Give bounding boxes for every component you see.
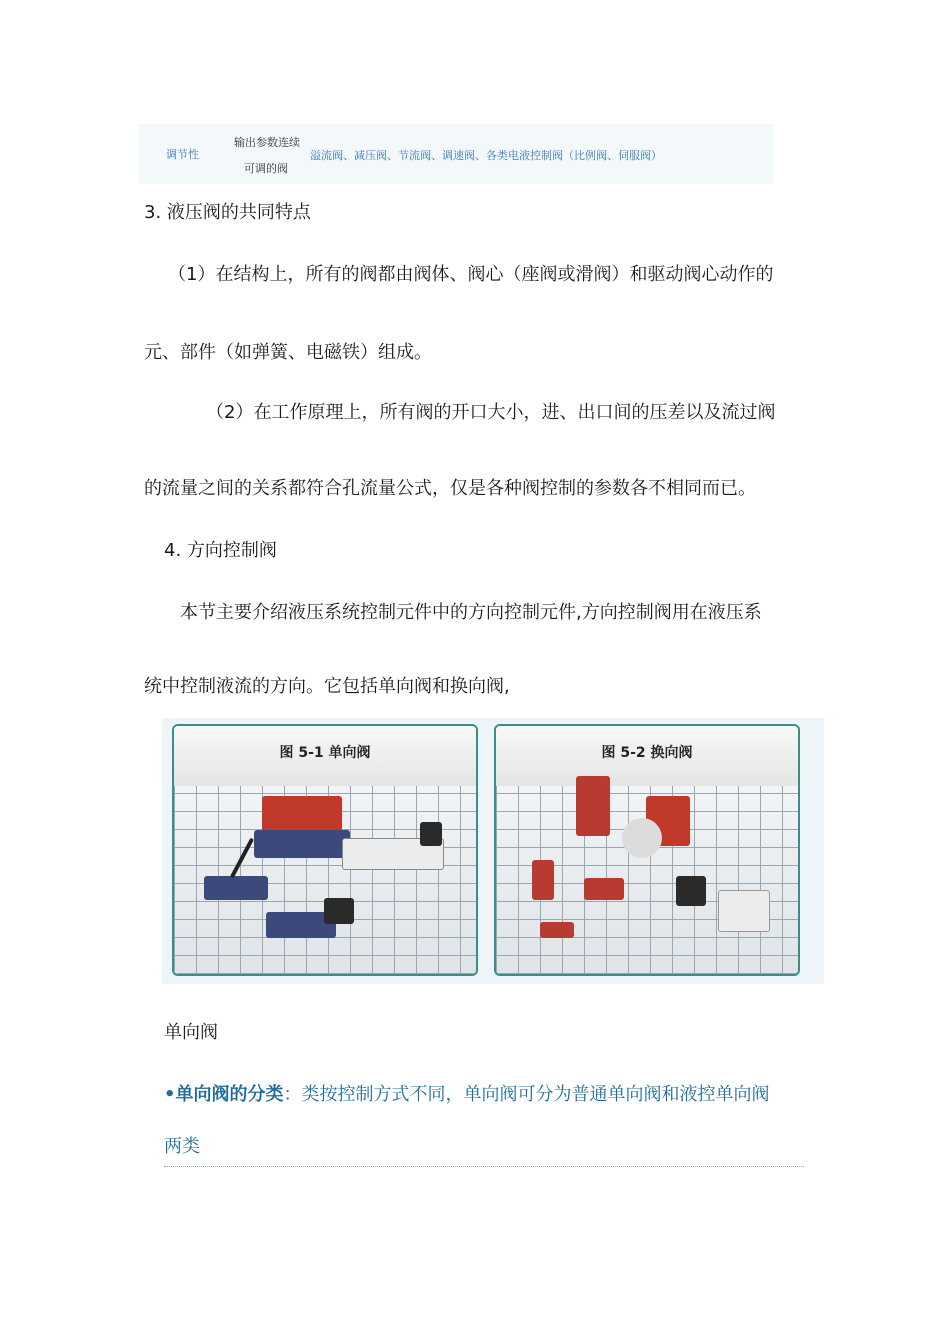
white-valve-illustration xyxy=(718,890,770,932)
table-examples-cell: 溢流阀、减压阀、节流阀、调速阀、各类电液控制阀（比例阀、伺服阀） xyxy=(310,149,662,162)
valve-type-table-row xyxy=(138,124,774,184)
section-3-p2-line2: 的流量之间的关系都符合孔流量公式，仅是各种阀控制的参数各不相同而已。 xyxy=(144,478,756,499)
check-valve-classification-line1 xyxy=(164,1080,770,1106)
section-3-p1-line1: （1）在结构上，所有的阀都由阀体、阀心（座阀或滑阀）和驱动阀心动作的 xyxy=(168,264,774,285)
round-valve-illustration xyxy=(622,818,662,858)
section-4-heading: 4. 方向控制阀 xyxy=(164,540,277,561)
section-4-p1-line2: 统中控制液流的方向。它包括单向阀和换向阀, xyxy=(144,676,510,697)
section-3-p1-line2: 元、部件（如弹簧、电磁铁）组成。 xyxy=(144,342,432,363)
check-valve-photo-panel xyxy=(172,724,478,976)
classification-text: 类按控制方式不同，单向阀可分为普通单向阀和液控单向阀 xyxy=(301,1084,770,1105)
valve-connector-illustration xyxy=(420,822,442,846)
valve-body-illustration xyxy=(254,830,350,858)
table-definition-line1: 输出参数连续 xyxy=(234,136,300,149)
classification-colon: ： xyxy=(283,1084,302,1105)
section-3-heading: 3. 液压阀的共同特点 xyxy=(144,202,311,223)
valve-hand-lever-illustration xyxy=(204,876,268,900)
section-4-p1-line1: 本节主要介绍液压系统控制元件中的方向控制元件,方向控制阀用在液压系 xyxy=(180,602,762,623)
small-red-valve-illustration xyxy=(532,860,554,900)
directional-valve-photo-panel xyxy=(494,724,800,976)
small-solenoid-illustration xyxy=(324,898,354,924)
section-3-p2-line1: （2）在工作原理上，所有阀的开口大小，进、出口间的压差以及流过阀 xyxy=(206,402,776,423)
table-category-cell: 调节性 xyxy=(166,148,199,161)
black-valve-illustration xyxy=(676,876,706,906)
check-valve-photo-title: 图 5-1 单向阀 xyxy=(174,726,476,790)
dotted-divider xyxy=(164,1166,804,1167)
cartridge-valve-illustration xyxy=(584,878,624,900)
check-valve-classification-line2: 两类 xyxy=(164,1136,200,1157)
table-definition-line2: 可调的阀 xyxy=(244,162,288,175)
tall-valve-illustration xyxy=(576,776,610,836)
valve-photo-figure xyxy=(162,718,824,984)
check-valve-label: 单向阀 xyxy=(164,1022,218,1043)
directional-valve-photo-title: 图 5-2 换向阀 xyxy=(496,726,798,790)
classification-bold-label: •单向阀的分类 xyxy=(164,1084,284,1105)
small-cartridge-illustration xyxy=(540,922,574,938)
